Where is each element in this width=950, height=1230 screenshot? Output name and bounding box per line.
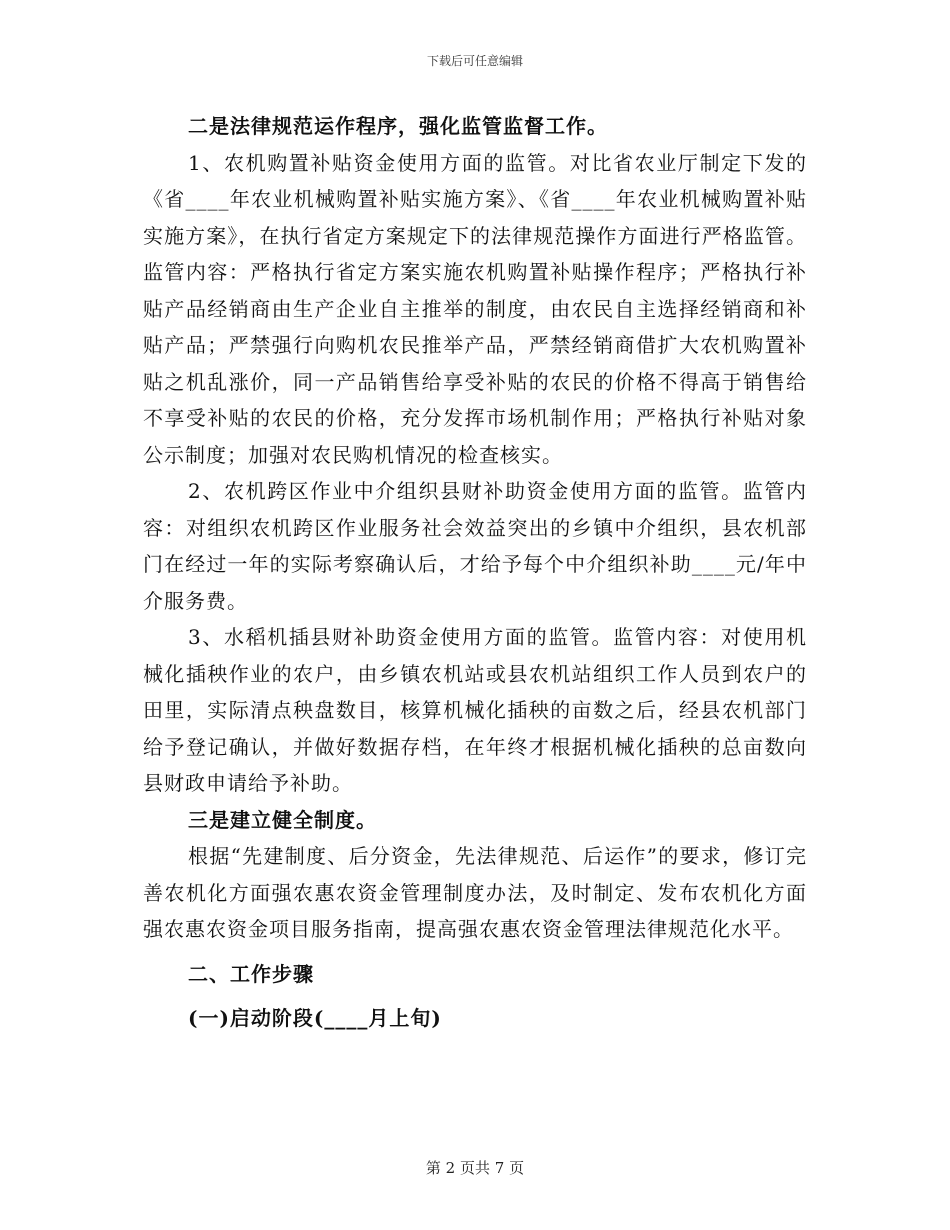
heading-launch-stage: (一)启动阶段(____月上旬) xyxy=(188,1006,442,1030)
paragraph-system: 根据“先建制度、后分资金，先法律规范、后运作”的要求，修订完善农机化方面强农惠农资金管理制度办法，及时制定、发布农机化方面强农惠农资金项目服务指南，提高强农惠农资金管理法律规范化水平。 xyxy=(143,844,807,941)
document-body xyxy=(143,108,807,1037)
page-footer: 第 2 页共 7 页 xyxy=(425,1159,525,1177)
heading-work-steps: 二、工作步骤 xyxy=(188,961,314,986)
section-heading-2: 二是法律规范运作程序，强化监管监督工作。 xyxy=(188,114,608,138)
paragraph-item-3: 3、水稻机插县财补助资金使用方面的监管。监管内容：对使用机械化插秧作业的农户，由乡镇农机站或县农机站组织工作人员到农户的田里，实际清点秧盘数目，核算机械化插秧的亩数之后，经县农机部门给予登记确认，并做好数据存档，在年终才根据机械化插秧的总亩数向县财政申请给予补助。 xyxy=(143,625,807,795)
page-header: 下载后可任意编辑 xyxy=(426,54,523,68)
section-heading-3: 三是建立健全制度。 xyxy=(188,807,377,832)
paragraph-item-1: 1、农机购置补贴资金使用方面的监管。对比省农业厅制定下发的《省____年农业机械购置补贴实施方案》、《省____年农业机械购置补贴实施方案》，在执行省定方案规定下的法律规范操作方面进行严格监管。监管内容：严格执行省定方案实施农机购置补贴操作程序；严格执行补贴产品经销商由生产企业自主推举的制度，由农民自主选择经销商和补贴产品；严禁强行向购机农民推举产品，严禁经销商借扩大农机购置补贴之机乱涨价，同一产品销售给享受补贴的农民的价格不得高于销售给不享受补贴的农民的价格，充分发挥市场机制作用；严格执行补贴对象公示制度；加强对农民购机情况的检查核实。 xyxy=(143,150,807,467)
paragraph-item-2: 2、农机跨区作业中介组织县财补助资金使用方面的监管。监管内容：对组织农机跨区作业服务社会效益突出的乡镇中介组织，县农机部门在经过一年的实际考察确认后，才给予每个中介组织补助____元/年中介服务费。 xyxy=(143,479,807,613)
